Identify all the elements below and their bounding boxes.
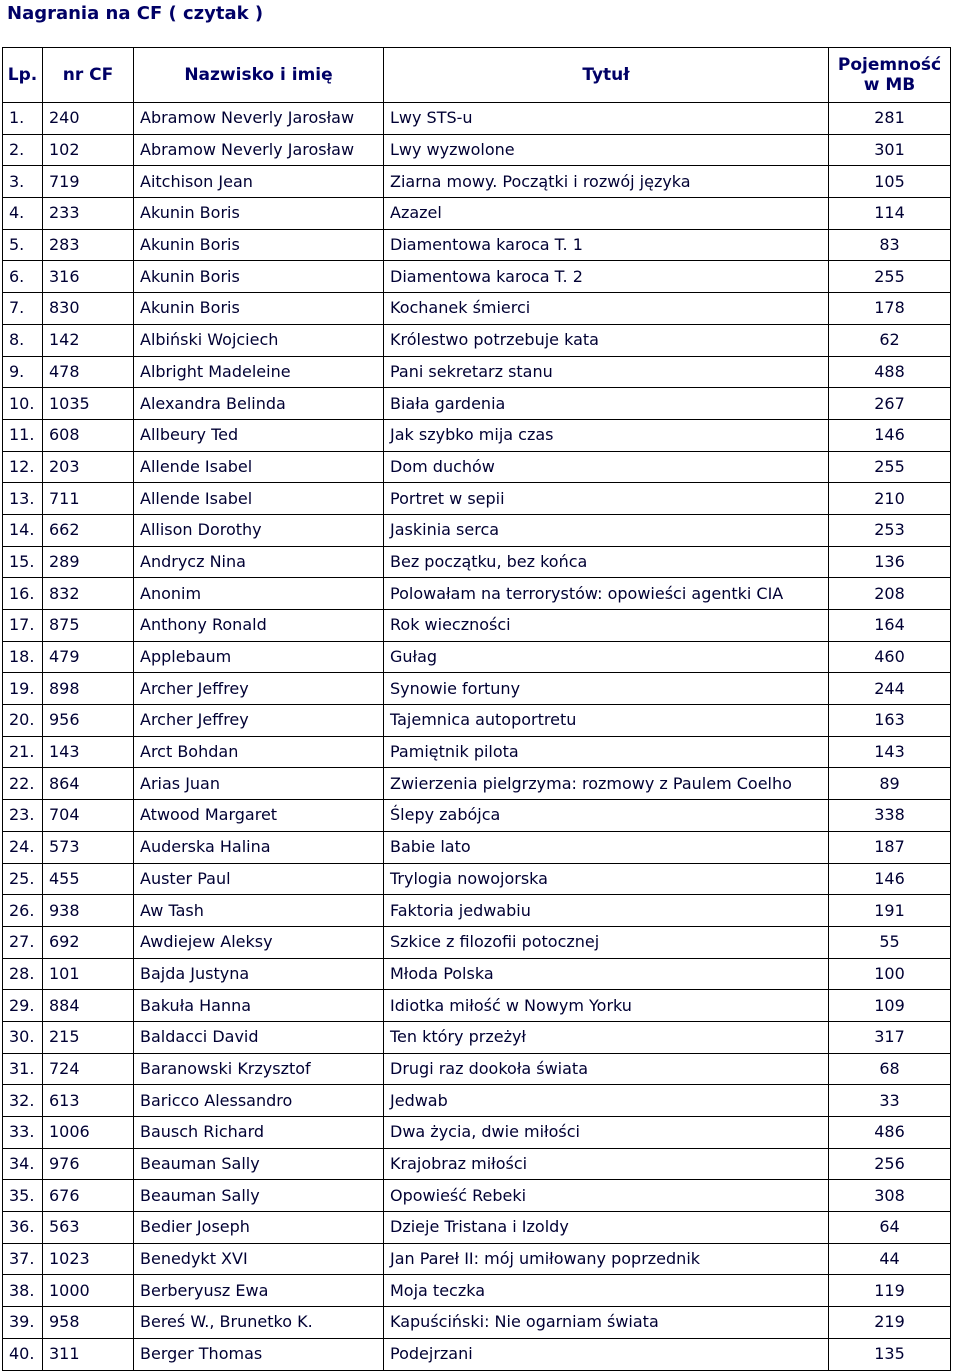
cell-title: Polowałam na terrorystów: opowieści agentki CIA [384,578,829,610]
table-row [3,958,951,990]
cell-nr-cf: 958 [43,1307,134,1339]
cell-lp: 20. [3,705,43,737]
table-row [3,514,951,546]
cell-name: Archer Jeffrey [134,673,384,705]
cell-name: Awdiejew Aleksy [134,926,384,958]
cell-title: Dwa życia, dwie miłości [384,1117,829,1149]
cell-name: Beauman Sally [134,1148,384,1180]
cell-nr-cf: 316 [43,261,134,293]
cell-capacity: 89 [829,768,951,800]
cell-capacity: 208 [829,578,951,610]
page-title: Nagrania na CF ( czytak ) [7,3,264,24]
cell-nr-cf: 830 [43,293,134,325]
table-row [3,1243,951,1275]
cell-name: Akunin Boris [134,261,384,293]
cell-nr-cf: 283 [43,229,134,261]
cell-capacity: 301 [829,134,951,166]
cell-lp: 16. [3,578,43,610]
cell-capacity: 163 [829,705,951,737]
cell-title: Tajemnica autoportretu [384,705,829,737]
cell-name: Akunin Boris [134,229,384,261]
cell-name: Baranowski Krzysztof [134,1053,384,1085]
cell-nr-cf: 976 [43,1148,134,1180]
cell-name: Arias Juan [134,768,384,800]
cell-capacity: 267 [829,388,951,420]
cell-capacity: 135 [829,1338,951,1370]
cell-lp: 32. [3,1085,43,1117]
cell-nr-cf: 1023 [43,1243,134,1275]
table-row [3,134,951,166]
cell-title: Pamiętnik pilota [384,736,829,768]
cell-capacity: 219 [829,1307,951,1339]
table-row [3,388,951,420]
cell-title: Drugi raz dookoła świata [384,1053,829,1085]
cell-nr-cf: 704 [43,800,134,832]
cell-name: Applebaum [134,641,384,673]
cell-name: Archer Jeffrey [134,705,384,737]
cell-nr-cf: 1000 [43,1275,134,1307]
cell-lp: 40. [3,1338,43,1370]
cell-nr-cf: 719 [43,166,134,198]
table-row [3,356,951,388]
table-row [3,736,951,768]
table-row [3,166,951,198]
table-row [3,324,951,356]
cell-name: Albiński Wojciech [134,324,384,356]
table-row [3,1275,951,1307]
cell-nr-cf: 102 [43,134,134,166]
cell-nr-cf: 1035 [43,388,134,420]
cell-nr-cf: 832 [43,578,134,610]
cell-title: Diamentowa karoca T. 1 [384,229,829,261]
cell-title: Azazel [384,198,829,230]
cell-name: Bereś W., Brunetko K. [134,1307,384,1339]
cell-name: Arct Bohdan [134,736,384,768]
cell-nr-cf: 240 [43,103,134,135]
cell-title: Faktoria jedwabiu [384,895,829,927]
cell-name: Alexandra Belinda [134,388,384,420]
table-row [3,641,951,673]
cell-capacity: 119 [829,1275,951,1307]
cell-title: Podejrzani [384,1338,829,1370]
table-row [3,768,951,800]
table-row [3,990,951,1022]
table-row [3,1053,951,1085]
cell-lp: 10. [3,388,43,420]
cell-name: Abramow Neverly Jarosław [134,134,384,166]
cell-title: Ziarna mowy. Początki i rozwój języka [384,166,829,198]
header-title: Tytuł [384,48,829,103]
cell-nr-cf: 101 [43,958,134,990]
cell-nr-cf: 875 [43,610,134,642]
cell-name: Anthony Ronald [134,610,384,642]
cell-capacity: 136 [829,546,951,578]
cell-lp: 36. [3,1212,43,1244]
cell-lp: 2. [3,134,43,166]
cell-lp: 24. [3,831,43,863]
table-row [3,293,951,325]
table-row [3,895,951,927]
cell-capacity: 256 [829,1148,951,1180]
cell-title: Trylogia nowojorska [384,863,829,895]
cell-name: Baricco Alessandro [134,1085,384,1117]
cell-capacity: 109 [829,990,951,1022]
cell-capacity: 68 [829,1053,951,1085]
table-row [3,1117,951,1149]
table-row [3,1212,951,1244]
cell-title: Opowieść Rebeki [384,1180,829,1212]
cell-name: Baldacci David [134,1021,384,1053]
table-row [3,800,951,832]
cell-title: Kapuściński: Nie ogarniam świata [384,1307,829,1339]
cell-title: Moja teczka [384,1275,829,1307]
cell-capacity: 191 [829,895,951,927]
table-row [3,863,951,895]
table-row [3,1338,951,1370]
cell-capacity: 62 [829,324,951,356]
cell-name: Anonim [134,578,384,610]
cell-lp: 26. [3,895,43,927]
cell-title: Biała gardenia [384,388,829,420]
cell-nr-cf: 142 [43,324,134,356]
cell-capacity: 308 [829,1180,951,1212]
cell-name: Bajda Justyna [134,958,384,990]
cell-capacity: 178 [829,293,951,325]
cell-nr-cf: 563 [43,1212,134,1244]
cell-nr-cf: 613 [43,1085,134,1117]
cell-name: Andrycz Nina [134,546,384,578]
cell-title: Szkice z filozofii potocznej [384,926,829,958]
cell-title: Rok wieczności [384,610,829,642]
cell-name: Atwood Margaret [134,800,384,832]
cell-capacity: 253 [829,514,951,546]
header-lp: Lp. [3,48,43,103]
cell-lp: 33. [3,1117,43,1149]
cell-title: Lwy STS-u [384,103,829,135]
cell-title: Bez początku, bez końca [384,546,829,578]
table-row [3,546,951,578]
cell-name: Benedykt XVI [134,1243,384,1275]
cell-capacity: 143 [829,736,951,768]
header-capacity-line1: Pojemność [837,55,942,75]
cell-capacity: 488 [829,356,951,388]
cell-nr-cf: 956 [43,705,134,737]
cell-title: Pani sekretarz stanu [384,356,829,388]
cell-lp: 22. [3,768,43,800]
cell-name: Akunin Boris [134,293,384,325]
cell-title: Dzieje Tristana i Izoldy [384,1212,829,1244]
cell-capacity: 255 [829,451,951,483]
cell-lp: 30. [3,1021,43,1053]
cell-nr-cf: 724 [43,1053,134,1085]
cell-lp: 18. [3,641,43,673]
cell-title: Portret w sepii [384,483,829,515]
table-row [3,673,951,705]
cell-title: Idiotka miłość w Nowym Yorku [384,990,829,1022]
cell-title: Babie lato [384,831,829,863]
cell-nr-cf: 455 [43,863,134,895]
cell-capacity: 317 [829,1021,951,1053]
cell-lp: 19. [3,673,43,705]
table-row [3,198,951,230]
cell-nr-cf: 711 [43,483,134,515]
cell-title: Kochanek śmierci [384,293,829,325]
cell-nr-cf: 203 [43,451,134,483]
cell-name: Albright Madeleine [134,356,384,388]
table-row [3,705,951,737]
cell-capacity: 210 [829,483,951,515]
cell-capacity: 187 [829,831,951,863]
cell-name: Allende Isabel [134,451,384,483]
table-row [3,1180,951,1212]
cell-lp: 29. [3,990,43,1022]
cell-capacity: 255 [829,261,951,293]
cell-lp: 39. [3,1307,43,1339]
cell-name: Berger Thomas [134,1338,384,1370]
cell-title: Królestwo potrzebuje kata [384,324,829,356]
cell-capacity: 64 [829,1212,951,1244]
cell-lp: 9. [3,356,43,388]
cell-lp: 8. [3,324,43,356]
cell-nr-cf: 311 [43,1338,134,1370]
cell-capacity: 460 [829,641,951,673]
cell-capacity: 164 [829,610,951,642]
cell-name: Akunin Boris [134,198,384,230]
cell-title: Lwy wyzwolone [384,134,829,166]
cell-title: Jedwab [384,1085,829,1117]
cell-nr-cf: 233 [43,198,134,230]
cell-capacity: 338 [829,800,951,832]
table-row [3,451,951,483]
cell-capacity: 105 [829,166,951,198]
cell-capacity: 55 [829,926,951,958]
cell-nr-cf: 676 [43,1180,134,1212]
table-row [3,229,951,261]
header-capacity [829,48,951,103]
cell-lp: 37. [3,1243,43,1275]
cell-title: Ten który przeżył [384,1021,829,1053]
cell-lp: 13. [3,483,43,515]
cell-nr-cf: 573 [43,831,134,863]
cell-nr-cf: 864 [43,768,134,800]
cell-lp: 35. [3,1180,43,1212]
table-row [3,1021,951,1053]
cell-name: Auster Paul [134,863,384,895]
cell-capacity: 281 [829,103,951,135]
table-row [3,261,951,293]
cell-name: Bausch Richard [134,1117,384,1149]
cell-lp: 3. [3,166,43,198]
header-nr-cf: nr CF [43,48,134,103]
cell-lp: 23. [3,800,43,832]
cell-nr-cf: 662 [43,514,134,546]
cell-name: Bakuła Hanna [134,990,384,1022]
cell-title: Diamentowa karoca T. 2 [384,261,829,293]
recordings-table [2,47,951,1371]
header-capacity-line2: w MB [863,75,916,95]
cell-title: Dom duchów [384,451,829,483]
cell-lp: 17. [3,610,43,642]
cell-capacity: 244 [829,673,951,705]
cell-title: Ślepy zabójca [384,800,829,832]
cell-name: Aw Tash [134,895,384,927]
cell-lp: 1. [3,103,43,135]
table-row [3,610,951,642]
table-header-row [3,48,951,103]
cell-name: Berberyusz Ewa [134,1275,384,1307]
cell-title: Jan Pareł II: mój umiłowany poprzednik [384,1243,829,1275]
cell-lp: 6. [3,261,43,293]
cell-capacity: 83 [829,229,951,261]
cell-capacity: 146 [829,863,951,895]
cell-capacity: 100 [829,958,951,990]
table-row [3,926,951,958]
table-row [3,831,951,863]
cell-capacity: 146 [829,419,951,451]
table-row [3,1148,951,1180]
cell-nr-cf: 478 [43,356,134,388]
cell-nr-cf: 692 [43,926,134,958]
table-row [3,483,951,515]
cell-nr-cf: 884 [43,990,134,1022]
cell-nr-cf: 215 [43,1021,134,1053]
cell-lp: 14. [3,514,43,546]
cell-capacity: 486 [829,1117,951,1149]
cell-lp: 25. [3,863,43,895]
cell-title: Synowie fortuny [384,673,829,705]
cell-nr-cf: 898 [43,673,134,705]
cell-lp: 21. [3,736,43,768]
cell-title: Jak szybko mija czas [384,419,829,451]
cell-name: Aitchison Jean [134,166,384,198]
cell-nr-cf: 1006 [43,1117,134,1149]
cell-name: Beauman Sally [134,1180,384,1212]
table-row [3,419,951,451]
cell-nr-cf: 143 [43,736,134,768]
cell-lp: 11. [3,419,43,451]
cell-name: Bedier Joseph [134,1212,384,1244]
cell-title: Krajobraz miłości [384,1148,829,1180]
cell-lp: 12. [3,451,43,483]
cell-title: Jaskinia serca [384,514,829,546]
table-row [3,103,951,135]
cell-nr-cf: 479 [43,641,134,673]
cell-nr-cf: 938 [43,895,134,927]
cell-lp: 5. [3,229,43,261]
table-row [3,1307,951,1339]
cell-capacity: 33 [829,1085,951,1117]
cell-name: Allende Isabel [134,483,384,515]
cell-capacity: 114 [829,198,951,230]
cell-lp: 27. [3,926,43,958]
cell-capacity: 44 [829,1243,951,1275]
cell-name: Abramow Neverly Jarosław [134,103,384,135]
cell-name: Allison Dorothy [134,514,384,546]
header-name: Nazwisko i imię [134,48,384,103]
table-row [3,1085,951,1117]
cell-nr-cf: 608 [43,419,134,451]
cell-title: Młoda Polska [384,958,829,990]
cell-nr-cf: 289 [43,546,134,578]
cell-lp: 34. [3,1148,43,1180]
cell-lp: 38. [3,1275,43,1307]
table-row [3,578,951,610]
cell-lp: 28. [3,958,43,990]
cell-lp: 31. [3,1053,43,1085]
cell-lp: 7. [3,293,43,325]
cell-title: Gułag [384,641,829,673]
cell-title: Zwierzenia pielgrzyma: rozmowy z Paulem Coelho [384,768,829,800]
cell-lp: 4. [3,198,43,230]
cell-name: Auderska Halina [134,831,384,863]
cell-lp: 15. [3,546,43,578]
cell-name: Allbeury Ted [134,419,384,451]
